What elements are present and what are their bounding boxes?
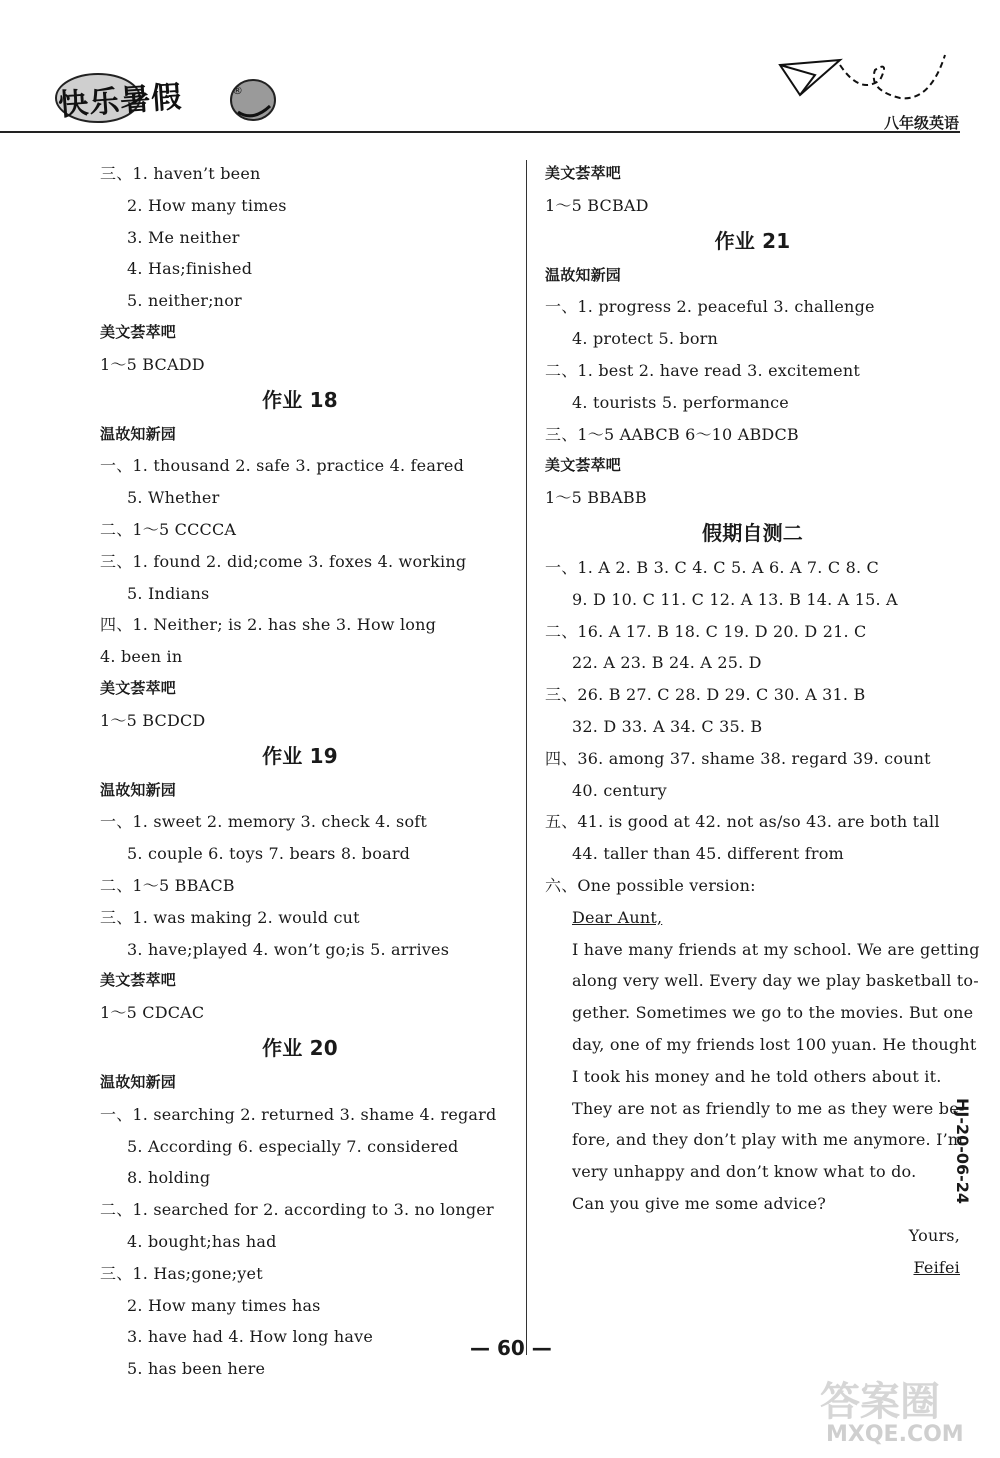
answer-line: 二、1～5 CCCCA [100, 519, 237, 539]
answer-line: 32. D 33. A 34. C 35. B [572, 716, 763, 736]
section-title: 作业 20 [262, 1035, 338, 1060]
answer-line: 4. tourists 5. performance [572, 392, 789, 412]
watermark-logo: 答案圈 [820, 1379, 940, 1425]
answer-line: 22. A 23. B 24. A 25. D [572, 653, 762, 673]
section-heading: 温故知新园 [100, 780, 177, 799]
answer-line: 5. Indians [127, 583, 210, 603]
letter-line: I took his money and he told others about it. [572, 1066, 942, 1086]
section-heading: 美文荟萃吧 [545, 164, 622, 182]
left-column [100, 158, 500, 1385]
answer-line: 四、1. Neither; is 2. has she 3. How long [100, 615, 437, 635]
answer-line: 1～5 BCDCD [100, 710, 206, 730]
letter-line: They are not as friendly to me as they were be- [572, 1098, 965, 1118]
answer-line: 9. D 10. C 11. C 12. A 13. B 14. A 15. A [572, 589, 898, 609]
page-header [0, 0, 1000, 140]
answer-line: 1～5 CDCAC [100, 1003, 205, 1023]
answer-line: 5. According 6. especially 7. considered [127, 1136, 459, 1156]
answer-line: 一、1. progress 2. peaceful 3. challenge [545, 297, 875, 317]
answer-line: 三、1. was making 2. would cut [100, 907, 360, 927]
answer-line: 4. protect 5. born [572, 329, 719, 349]
letter-closing: Yours, [908, 1225, 960, 1245]
section-heading: 美文荟萃吧 [545, 456, 622, 475]
section-title: 作业 19 [262, 743, 338, 768]
column-divider [526, 160, 527, 1355]
header-rule [0, 131, 960, 133]
answer-line: 5. neither;nor [127, 291, 242, 311]
side-code: HJ-20-06-24 [953, 1098, 972, 1205]
answer-line: 三、1. Has;gone;yet [100, 1263, 263, 1283]
answer-line: 4. Has;finished [127, 259, 253, 279]
answer-line: 一、1. thousand 2. safe 3. practice 4. feared [100, 456, 465, 476]
answer-line: 四、36. among 37. shame 38. regard 39. count [545, 748, 931, 768]
paper-plane-icon [770, 40, 960, 120]
answer-line: 1～5 BCADD [100, 354, 205, 374]
answer-line: 2. How many times has [127, 1295, 321, 1315]
answer-line: 二、1. best 2. have read 3. excitement [545, 360, 860, 380]
registered-mark: ® [232, 84, 243, 97]
answer-line: 三、1～5 AABCB 6～10 ABDCB [545, 424, 799, 444]
answer-line: 3. have;played 4. won’t go;is 5. arrives [127, 939, 450, 959]
answer-line: 一、1. searching 2. returned 3. shame 4. regard [100, 1104, 497, 1124]
answer-line: 一、1. sweet 2. memory 3. check 4. soft [100, 812, 428, 832]
answer-line: 1～5 BCBAD [545, 195, 649, 215]
answer-line: 五、41. is good at 42. not as/so 43. are both tall [545, 812, 940, 832]
section-title: 假期自测二 [702, 520, 803, 545]
answer-line: 三、26. B 27. C 28. D 29. C 30. A 31. B [545, 685, 866, 705]
letter-line: day, one of my friends lost 100 yuan. He thought [572, 1034, 977, 1054]
answer-line: 二、1～5 BBACB [100, 875, 235, 895]
answer-line: 44. taller than 45. different from [572, 844, 844, 864]
letter-line: very unhappy and don’t know what to do. [572, 1162, 917, 1182]
section-heading: 温故知新园 [545, 265, 622, 284]
right-answers [545, 158, 960, 902]
letter-line: fore, and they don’t play with me anymore. I’m [572, 1130, 964, 1150]
answer-line: 40. century [572, 780, 667, 800]
watermark-url: MXQE.COM [826, 1422, 964, 1447]
letter-line: I have many friends at my school. We are getting [572, 939, 980, 959]
answer-line: 三、1. found 2. did;come 3. foxes 4. working [100, 551, 467, 571]
answer-line: 六、One possible version: [545, 875, 756, 895]
subject-label: 八年级英语 [884, 114, 960, 132]
answer-line: 1～5 BBABB [545, 488, 647, 508]
section-heading: 美文荟萃吧 [100, 971, 177, 990]
letter-line: Can you give me some advice? [572, 1193, 827, 1213]
letter-line: gether. Sometimes we go to the movies. But one [572, 1003, 974, 1023]
answer-line: 4. been in [100, 647, 183, 667]
section-title: 作业 18 [262, 387, 338, 412]
answer-line: 2. How many times [127, 195, 287, 215]
answer-line: 三、1. haven’t been [100, 164, 261, 183]
section-heading: 美文荟萃吧 [100, 322, 177, 341]
answer-line: 二、16. A 17. B 18. C 19. D 20. D 21. C [545, 621, 867, 641]
answer-line: 5. Whether [127, 488, 220, 508]
answer-line: 8. holding [127, 1168, 211, 1188]
answer-line: 5. has been here [127, 1359, 266, 1379]
section-heading: 美文荟萃吧 [100, 678, 177, 697]
answer-line: 3. have had 4. How long have [127, 1327, 374, 1347]
letter-signature: Feifei [913, 1257, 960, 1277]
answer-line: 二、1. searched for 2. according to 3. no longer [100, 1200, 494, 1220]
section-heading: 温故知新园 [100, 424, 177, 443]
letter-salutation: Dear Aunt, [572, 907, 663, 927]
answer-line: 4. bought;has had [127, 1231, 277, 1251]
section-heading: 温故知新园 [100, 1072, 177, 1091]
section-title: 作业 21 [714, 228, 791, 253]
answer-line: 3. Me neither [127, 227, 240, 247]
logo-text: 快乐暑假 [57, 79, 184, 124]
answer-line: 一、1. A 2. B 3. C 4. C 5. A 6. A 7. C 8. C [545, 557, 880, 577]
letter-line: along very well. Every day we play basketball to- [572, 971, 979, 991]
answer-line: 5. couple 6. toys 7. bears 8. board [127, 844, 411, 864]
page-number: — 60 — [470, 1336, 552, 1360]
